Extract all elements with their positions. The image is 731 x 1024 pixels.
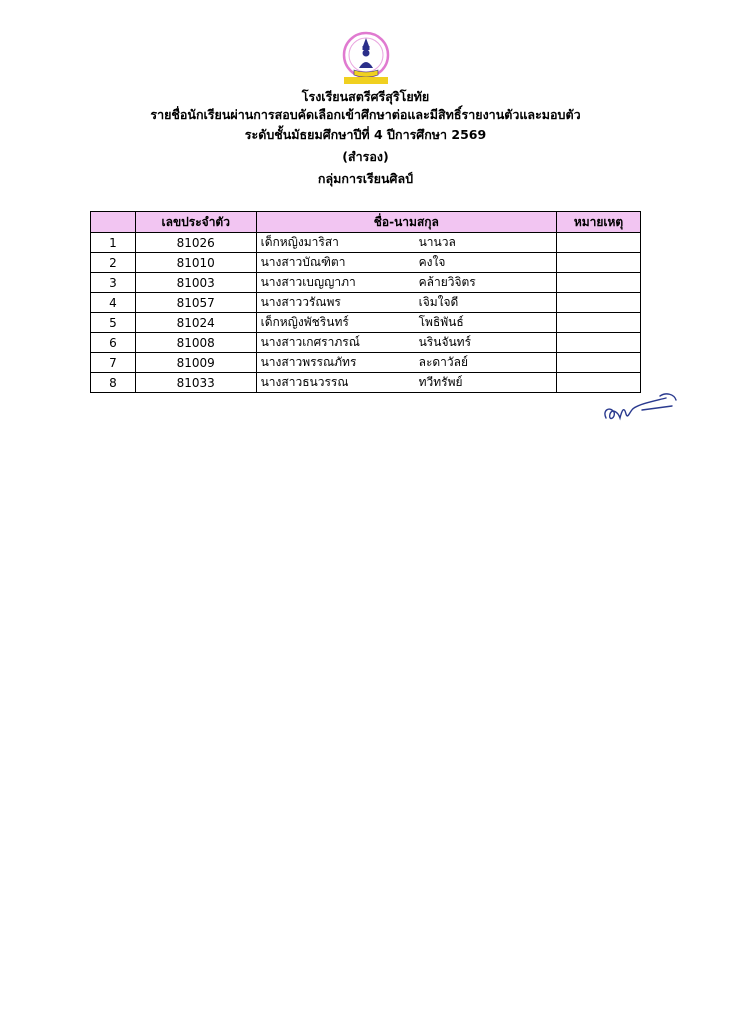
col-header-number bbox=[91, 212, 136, 233]
last-name: นรินจันทร์ bbox=[418, 335, 472, 349]
row-number: 5 bbox=[91, 313, 136, 333]
remark bbox=[557, 313, 641, 333]
student-name bbox=[256, 253, 556, 273]
student-id: 81009 bbox=[135, 353, 256, 373]
table-row bbox=[91, 333, 641, 353]
student-name bbox=[256, 233, 556, 253]
last-name: ทวีทรัพย์ bbox=[418, 375, 463, 389]
grade-level: ระดับชั้นมัธยมศึกษาปีที่ 4 ปีการศึกษา 2569 bbox=[244, 127, 487, 142]
student-name bbox=[256, 353, 556, 373]
row-number: 3 bbox=[91, 273, 136, 293]
study-group: กลุ่มการเรียนศิลป์ bbox=[317, 171, 414, 186]
last-name: คล้ายวิจิตร bbox=[418, 275, 476, 289]
first-name: เด็กหญิงพัชรินทร์ bbox=[260, 315, 349, 329]
remark bbox=[557, 273, 641, 293]
last-name: เจิมใจดี bbox=[418, 295, 459, 309]
student-id: 81024 bbox=[135, 313, 256, 333]
student-name bbox=[256, 273, 556, 293]
remark bbox=[557, 293, 641, 313]
list-status: (สำรอง) bbox=[342, 149, 389, 164]
table-header-row bbox=[91, 212, 641, 233]
student-id: 81008 bbox=[135, 333, 256, 353]
student-table bbox=[90, 211, 641, 393]
student-name bbox=[256, 333, 556, 353]
table-row bbox=[91, 293, 641, 313]
remark bbox=[557, 253, 641, 273]
student-id: 81026 bbox=[135, 233, 256, 253]
first-name: นางสาวพรรณภัทร bbox=[260, 355, 357, 369]
table-row bbox=[91, 313, 641, 333]
last-name: นานวล bbox=[418, 235, 456, 249]
student-id: 81057 bbox=[135, 293, 256, 313]
first-name: นางสาวเกศราภรณ์ bbox=[260, 335, 360, 349]
student-id: 81003 bbox=[135, 273, 256, 293]
document-subtitle: รายชื่อนักเรียนผ่านการสอบคัดเลือกเข้าศึกษาต่อและมีสิทธิ์รายงานตัวและมอบตัว bbox=[150, 107, 581, 122]
school-logo bbox=[340, 30, 392, 86]
row-number: 1 bbox=[91, 233, 136, 253]
first-name: นางสาวธนวรรณ bbox=[260, 375, 349, 389]
remark bbox=[557, 233, 641, 253]
first-name: นางสาวเบญญาภา bbox=[260, 275, 356, 289]
last-name: ละดาวัลย์ bbox=[418, 355, 469, 369]
table-row bbox=[91, 373, 641, 393]
row-number: 6 bbox=[91, 333, 136, 353]
col-header-id: เลขประจำตัว bbox=[135, 212, 256, 233]
row-number: 2 bbox=[91, 253, 136, 273]
student-id: 81033 bbox=[135, 373, 256, 393]
row-number: 8 bbox=[91, 373, 136, 393]
first-name: นางสาววรัณพร bbox=[260, 295, 341, 309]
table-row bbox=[91, 253, 641, 273]
student-name bbox=[256, 373, 556, 393]
signature bbox=[596, 388, 680, 428]
last-name: โพธิพันธ์ bbox=[418, 315, 464, 329]
row-number: 4 bbox=[91, 293, 136, 313]
table-row bbox=[91, 353, 641, 373]
first-name: เด็กหญิงมาริสา bbox=[260, 235, 339, 249]
row-number: 7 bbox=[91, 353, 136, 373]
col-header-remark: หมายเหตุ bbox=[557, 212, 641, 233]
student-name bbox=[256, 293, 556, 313]
remark bbox=[557, 333, 641, 353]
last-name: คงใจ bbox=[418, 255, 446, 269]
school-name: โรงเรียนสตรีศรีสุริโยทัย bbox=[301, 89, 430, 104]
table-row bbox=[91, 233, 641, 253]
student-name bbox=[256, 313, 556, 333]
student-id: 81010 bbox=[135, 253, 256, 273]
first-name: นางสาวบัณฑิตา bbox=[260, 255, 346, 269]
col-header-name: ชื่อ-นามสกุล bbox=[256, 212, 556, 233]
table-row bbox=[91, 273, 641, 293]
remark bbox=[557, 353, 641, 373]
